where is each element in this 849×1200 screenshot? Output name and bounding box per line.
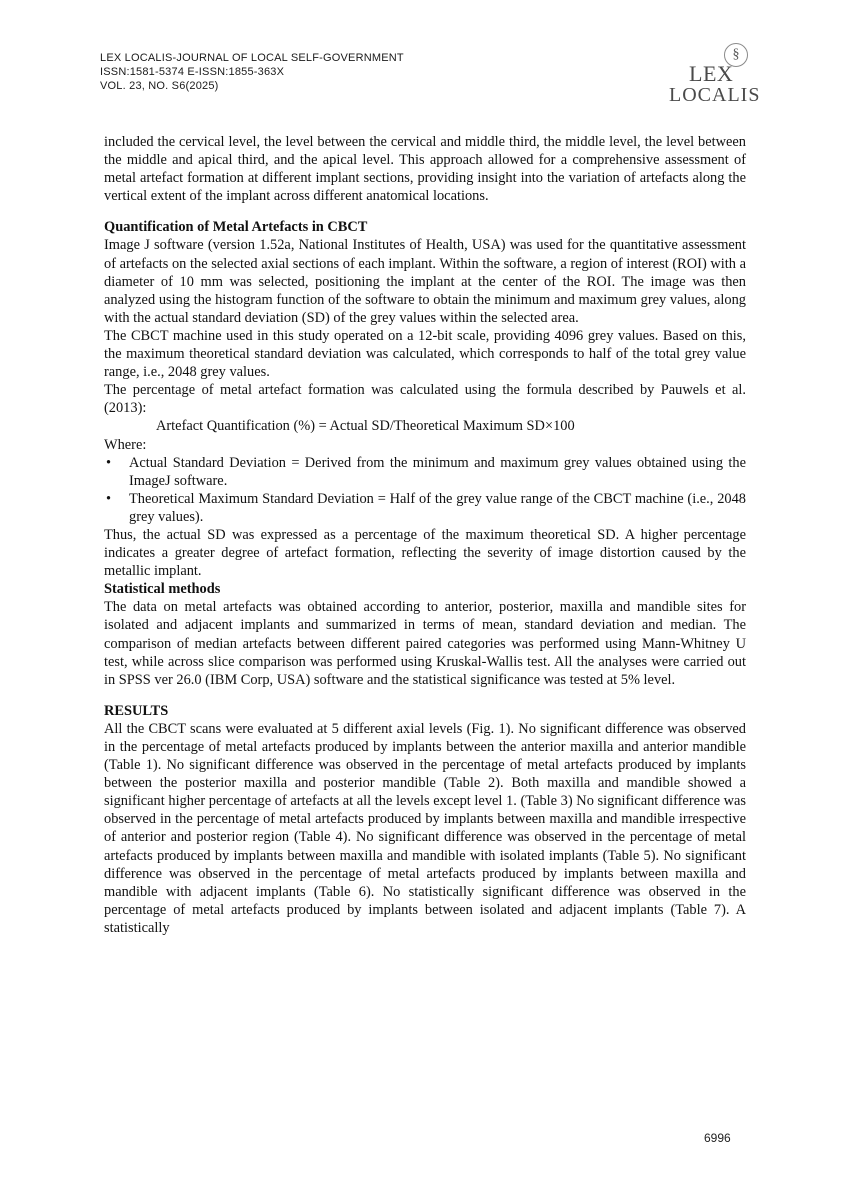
quantification-paragraph-2: The CBCT machine used in this study operated on a 12-bit scale, providing 4096 grey values. Based on this, the maximum theoretical standard deviation was calculated, which corresponds to half of the total grey value range, i.e., 2048 grey values. bbox=[104, 327, 746, 381]
journal-header bbox=[100, 51, 530, 94]
page-number: 6996 bbox=[704, 1131, 731, 1145]
statistical-methods-paragraph: The data on metal artefacts was obtained according to anterior, posterior, maxilla and mandible sites for isolated and adjacent implants and summarized in terms of mean, standard deviation and median. The comparison of median artefacts between different paired categories was performed using Mann-Whitney U test, while across slice comparison was performed using Kruskal-Wallis test. All the analyses were carried out in SPSS ver 26.0 (IBM Corp, USA) software and the statistical significance was tested at 5% level. bbox=[104, 599, 746, 688]
list-item bbox=[104, 454, 746, 490]
intro-paragraph: included the cervical level, the level between the cervical and middle third, the middle level, the level between the middle and apical third, and the apical level. This approach allowed for a comprehensive assessment of metal artefact formation at different implant sections, providing insight into the variation of artefacts along the vertical extent of the implant across different anatomical locations. bbox=[104, 134, 746, 205]
bullet-icon: • bbox=[106, 490, 112, 507]
definition-list bbox=[104, 454, 746, 526]
results-paragraph: All the CBCT scans were evaluated at 5 different axial levels (Fig. 1). No significant difference was observed in the percentage of metal artefacts produced by implants between the anterior maxilla and anterior mandible (Table 1). No significant difference was observed in the percentage of metal artefacts produced by implants between the posterior maxilla and posterior mandible (Table 2). Both maxilla and mandible showed a significant higher percentage of artefacts at all the levels except level 1. (Table 3) No significant difference was observed in the percentage of metal artefacts produced by implants between maxilla and mandible irrespective of anterior and posterior region (Table 4). No significant difference was observed in the percentage of metal artefacts produced by implants between maxilla and mandible with isolated implants (Table 5). No significant difference was observed in the percentage of metal artefacts produced by implants between maxilla and mandible with adjacent implants (Table 6). No statistically significant difference was observed in the percentage of metal artefacts produced by implants between isolated and adjacent implants (Table 7). A statistically bbox=[104, 720, 746, 936]
quantification-heading: Quantification of Metal Artefacts in CBCT bbox=[104, 219, 368, 236]
definition-text: Actual Standard Deviation = Derived from the minimum and maximum grey values obtained using the ImageJ software. bbox=[129, 454, 746, 489]
quantification-paragraph-4: Thus, the actual SD was expressed as a percentage of the maximum theoretical SD. A higher percentage indicates a greater degree of artefact formation, reflecting the severity of image distortion caused by the metallic implant. bbox=[104, 526, 746, 580]
lex-localis-logo bbox=[661, 43, 761, 105]
quantification-paragraph-1: Image J software (version 1.52a, National Institutes of Health, USA) was used for the quantitative assessment of artefacts on the selected axial sections of each implant. Within the software, a region of interest (ROI) with a diameter of 10 mm was selected, positioning the implant at the center of the ROI. The image was then analyzed using the histogram function of the software to obtain the minimum and maximum grey values, along with the actual standard deviation (SD) of the grey values within the selected area. bbox=[104, 237, 746, 326]
journal-title: LEX LOCALIS-JOURNAL OF LOCAL SELF-GOVERNMENT bbox=[100, 52, 404, 64]
journal-issn: ISSN:1581-5374 E-ISSN:1855-363X bbox=[100, 66, 285, 79]
logo-text-localis: LOCALIS bbox=[669, 84, 761, 106]
artefact-formula: Artefact Quantification (%) = Actual SD/Theoretical Maximum SD×100 bbox=[156, 418, 575, 435]
list-item bbox=[104, 490, 746, 526]
statistical-methods-heading: Statistical methods bbox=[104, 581, 221, 598]
where-label: Where: bbox=[104, 436, 147, 453]
definition-text: Theoretical Maximum Standard Deviation = Half of the grey value range of the CBCT machine (i.e., 2048 grey values). bbox=[129, 490, 746, 525]
section-sign-icon: § bbox=[724, 43, 748, 67]
journal-volume: VOL. 23, NO. S6(2025) bbox=[100, 80, 219, 93]
bullet-icon: • bbox=[106, 454, 112, 471]
article-body bbox=[104, 133, 746, 937]
results-heading: RESULTS bbox=[104, 702, 169, 719]
logo-text-lex: LEX bbox=[689, 61, 734, 86]
quantification-paragraph-3: The percentage of metal artefact formation was calculated using the formula described by Pauwels et al. (2013): bbox=[104, 382, 746, 417]
